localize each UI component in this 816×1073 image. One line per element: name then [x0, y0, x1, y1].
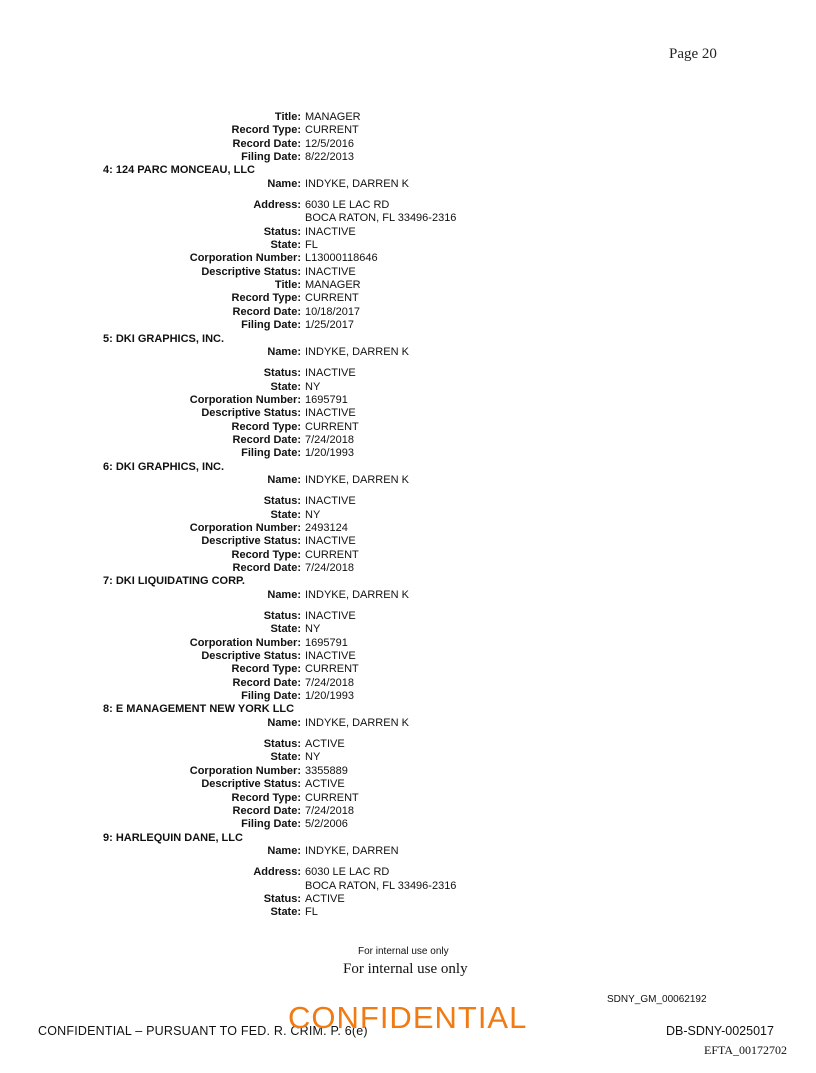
- field-value: 8/22/2013: [305, 151, 354, 164]
- record-field: [0, 252, 816, 265]
- record-field: [0, 663, 816, 676]
- field-label: Name:: [267, 716, 301, 729]
- field-label: Name:: [267, 177, 301, 190]
- record-field: [0, 650, 816, 663]
- field-value: INDYKE, DARREN K: [305, 588, 409, 601]
- field-label: Record Date:: [232, 137, 301, 150]
- field-value: CURRENT: [305, 791, 359, 804]
- field-label: State:: [270, 239, 301, 252]
- field-value: NY: [305, 751, 321, 764]
- field-value: FL: [305, 906, 318, 919]
- record-field: [0, 394, 816, 407]
- field-value: BOCA RATON, FL 33496-2316: [305, 212, 457, 225]
- field-label: State:: [270, 623, 301, 636]
- record-field: [0, 637, 816, 650]
- record-field: [0, 407, 816, 420]
- record-field: [0, 751, 816, 764]
- field-label: State:: [270, 380, 301, 393]
- field-value: INDYKE, DARREN K: [305, 473, 409, 486]
- entity-heading: 6: DKI GRAPHICS, INC.: [103, 460, 225, 473]
- field-value: 3355889: [305, 764, 348, 777]
- record-field: [0, 178, 816, 191]
- field-label: Filing Date:: [241, 319, 301, 332]
- record-field: [0, 421, 816, 434]
- field-value: 1695791: [305, 636, 348, 649]
- record-field: [0, 381, 816, 394]
- record-field: [0, 610, 816, 623]
- record-field: [0, 367, 816, 380]
- field-label: Corporation Number:: [189, 636, 301, 649]
- field-value: 7/24/2018: [305, 562, 354, 574]
- record-list: [0, 111, 816, 920]
- field-label: Filing Date:: [241, 690, 301, 703]
- field-label: Record Date:: [232, 562, 301, 574]
- field-value: INACTIVE: [305, 225, 356, 238]
- field-label: Record Date:: [232, 676, 301, 689]
- field-label: Record Type:: [231, 663, 301, 676]
- record-field: [0, 690, 816, 703]
- field-value: 7/24/2018: [305, 433, 354, 446]
- field-value: ACTIVE: [305, 778, 345, 791]
- record-field: [0, 623, 816, 636]
- field-label: State:: [270, 751, 301, 764]
- field-value: INDYKE, DARREN K: [305, 177, 409, 190]
- field-label: Record Type:: [231, 548, 301, 561]
- record-field: [0, 212, 816, 225]
- field-value: ACTIVE: [305, 892, 345, 905]
- field-label: Record Type:: [231, 292, 301, 305]
- field-value: ACTIVE: [305, 738, 345, 751]
- field-label: Record Type:: [231, 420, 301, 433]
- record-field: [0, 738, 816, 751]
- record-field: [0, 805, 816, 818]
- record-field: [0, 677, 816, 690]
- field-value: NY: [305, 508, 321, 521]
- field-label: Name:: [267, 844, 301, 857]
- field-label: Status:: [263, 610, 301, 623]
- field-value: 6030 LE LAC RD: [305, 199, 390, 212]
- internal-use-note-serif: For internal use only: [343, 961, 468, 977]
- record-field: [0, 199, 816, 212]
- record-field: [0, 717, 816, 730]
- record-field: [0, 549, 816, 562]
- field-label: Corporation Number:: [189, 393, 301, 406]
- field-label: Corporation Number:: [189, 252, 301, 265]
- field-value: 7/24/2018: [305, 676, 354, 689]
- record-field: [0, 906, 816, 919]
- record-field: [0, 151, 816, 164]
- record-field: [0, 292, 816, 305]
- bates-db-number: DB-SDNY-0025017: [666, 1024, 774, 1038]
- field-value: CURRENT: [305, 548, 359, 561]
- field-value: INDYKE, DARREN: [305, 844, 399, 857]
- field-value: 2493124: [305, 521, 348, 534]
- field-label: Status:: [263, 892, 301, 905]
- field-value: INACTIVE: [305, 535, 356, 548]
- field-value: FL: [305, 239, 318, 252]
- field-value: MANAGER: [305, 111, 361, 123]
- field-value: 12/5/2016: [305, 137, 354, 150]
- confidential-notice: CONFIDENTIAL – PURSUANT TO FED. R. CRIM. P. 6(e): [38, 1024, 368, 1038]
- record-field: [0, 509, 816, 522]
- record-field: [0, 866, 816, 879]
- record-field: [0, 266, 816, 279]
- record-field: [0, 792, 816, 805]
- field-value: BOCA RATON, FL 33496-2316: [305, 879, 457, 892]
- field-label: Status:: [263, 738, 301, 751]
- field-label: Title:: [274, 279, 301, 292]
- record-field: [0, 522, 816, 535]
- entity-heading: 4: 124 PARC MONCEAU, LLC: [103, 164, 255, 177]
- field-value: 5/2/2006: [305, 818, 348, 831]
- record-field: [0, 818, 816, 831]
- field-value: CURRENT: [305, 292, 359, 305]
- field-value: MANAGER: [305, 279, 361, 292]
- field-value: INACTIVE: [305, 495, 356, 508]
- record-field: [0, 880, 816, 893]
- field-label: Filing Date:: [241, 151, 301, 164]
- field-label: Filing Date:: [241, 818, 301, 831]
- record-field: [0, 535, 816, 548]
- efta-number: EFTA_00172702: [704, 1043, 788, 1057]
- record-field: [0, 124, 816, 137]
- record-field: [0, 778, 816, 791]
- entity-heading: 5: DKI GRAPHICS, INC.: [103, 332, 225, 345]
- bates-gm-number: SDNY_GM_00062192: [607, 994, 707, 1005]
- record-field: [0, 447, 816, 460]
- field-value: CURRENT: [305, 663, 359, 676]
- field-label: Address:: [253, 866, 301, 879]
- field-label: Name:: [267, 473, 301, 486]
- record-field: [0, 845, 816, 858]
- field-label: Record Type:: [231, 791, 301, 804]
- field-label: Title:: [274, 111, 301, 123]
- field-value: CURRENT: [305, 420, 359, 433]
- field-label: Record Date:: [232, 305, 301, 318]
- record-field: [0, 474, 816, 487]
- record-field: [0, 319, 816, 332]
- record-field: [0, 306, 816, 319]
- field-label: Descriptive Status:: [201, 535, 301, 548]
- field-value: 1/25/2017: [305, 319, 354, 332]
- entity-heading: 7: DKI LIQUIDATING CORP.: [103, 575, 245, 588]
- field-value: NY: [305, 380, 321, 393]
- field-label: Name:: [267, 345, 301, 358]
- field-value: 10/18/2017: [305, 305, 361, 318]
- field-label: Record Date:: [232, 804, 301, 817]
- field-label: Descriptive Status:: [201, 778, 301, 791]
- field-label: Record Type:: [231, 124, 301, 137]
- record-field: [0, 226, 816, 239]
- field-label: Corporation Number:: [189, 521, 301, 534]
- field-value: 1695791: [305, 393, 348, 406]
- field-label: Status:: [263, 495, 301, 508]
- field-value: INDYKE, DARREN K: [305, 345, 409, 358]
- field-label: Name:: [267, 588, 301, 601]
- field-value: L13000118646: [305, 252, 378, 265]
- field-value: INACTIVE: [305, 407, 356, 420]
- record-field: [0, 138, 816, 151]
- page-number: Page 20: [669, 46, 717, 62]
- field-value: INACTIVE: [305, 265, 356, 278]
- record-field: [0, 495, 816, 508]
- record-field: [0, 239, 816, 252]
- field-value: NY: [305, 623, 321, 636]
- field-label: Corporation Number:: [189, 764, 301, 777]
- record-field: [0, 893, 816, 906]
- field-value: CURRENT: [305, 124, 359, 137]
- field-label: Descriptive Status:: [201, 265, 301, 278]
- confidential-stamp: CONFIDENTIAL: [288, 1000, 528, 1035]
- field-value: 7/24/2018: [305, 804, 354, 817]
- field-label: Filing Date:: [241, 447, 301, 460]
- record-field: [0, 562, 816, 575]
- field-label: State:: [270, 906, 301, 919]
- field-label: Status:: [263, 225, 301, 238]
- record-field: [0, 111, 816, 124]
- field-label: Descriptive Status:: [201, 407, 301, 420]
- field-label: Status:: [263, 367, 301, 380]
- field-label: Address:: [253, 199, 301, 212]
- field-value: INACTIVE: [305, 650, 356, 663]
- record-field: [0, 279, 816, 292]
- field-value: 6030 LE LAC RD: [305, 866, 390, 879]
- field-value: INACTIVE: [305, 367, 356, 380]
- record-field: [0, 346, 816, 359]
- record-field: [0, 589, 816, 602]
- entity-heading: 9: HARLEQUIN DANE, LLC: [103, 831, 243, 844]
- field-value: 1/20/1993: [305, 690, 354, 703]
- record-field: [0, 434, 816, 447]
- entity-heading: 8: E MANAGEMENT NEW YORK LLC: [103, 703, 295, 716]
- field-value: INDYKE, DARREN K: [305, 716, 409, 729]
- internal-use-note-small: For internal use only: [358, 946, 449, 957]
- field-label: Record Date:: [232, 433, 301, 446]
- field-label: Descriptive Status:: [201, 650, 301, 663]
- field-value: 1/20/1993: [305, 447, 354, 460]
- record-field: [0, 765, 816, 778]
- field-value: INACTIVE: [305, 610, 356, 623]
- field-label: State:: [270, 508, 301, 521]
